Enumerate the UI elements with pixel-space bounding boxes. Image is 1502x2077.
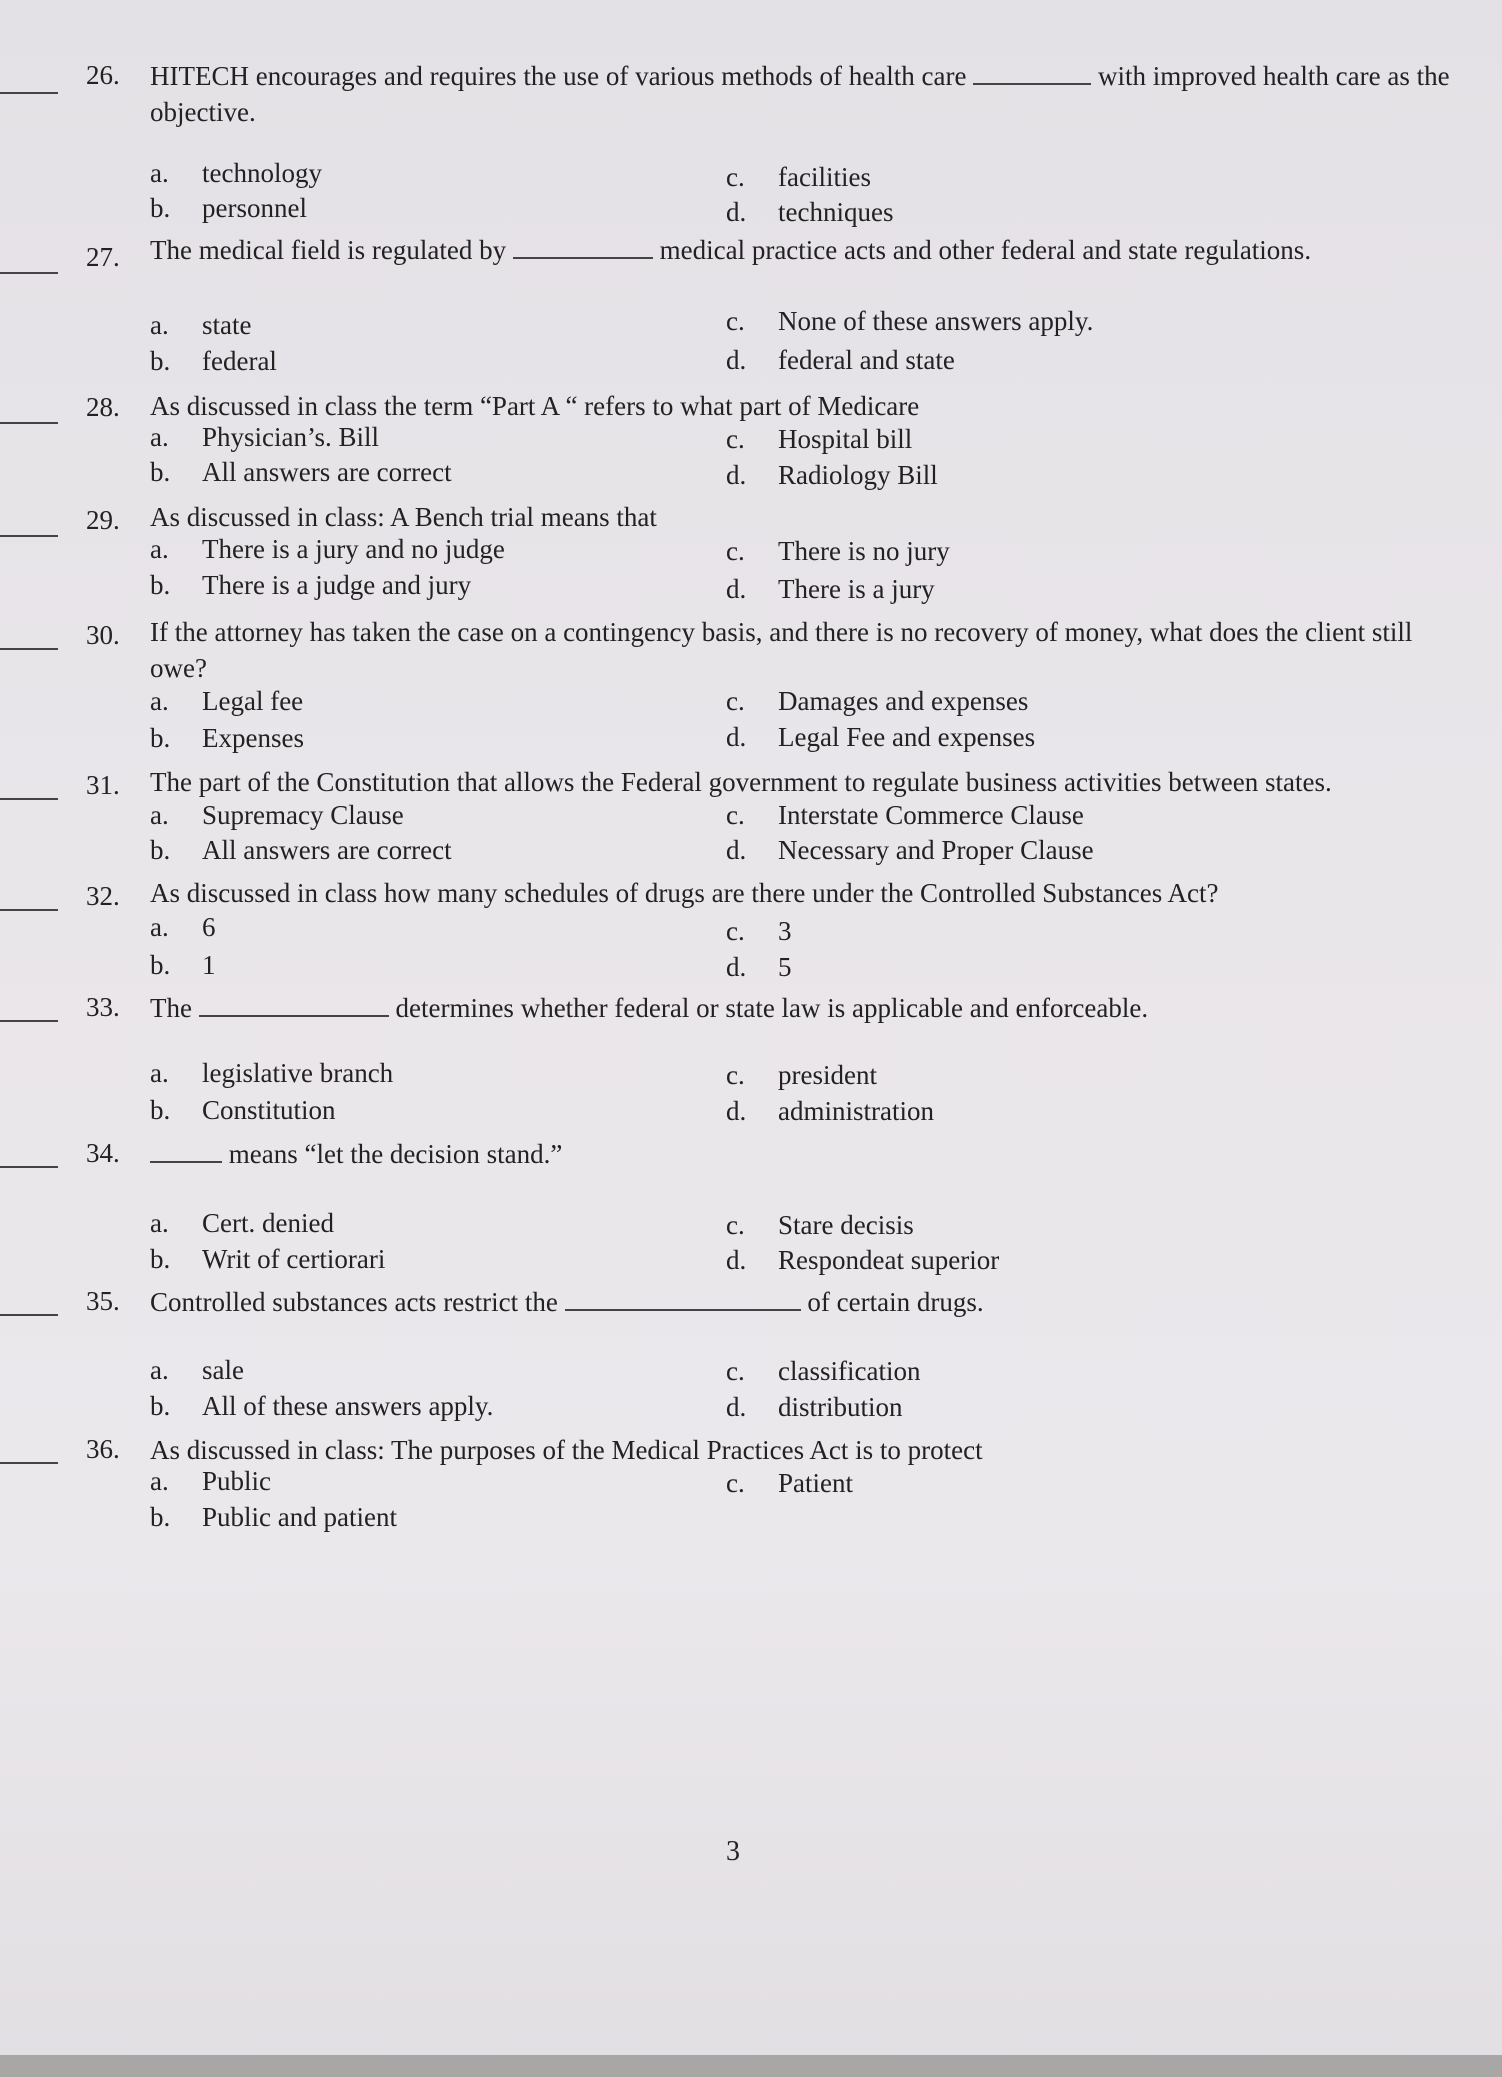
question-stem: As discussed in class: A Bench trial means that [150, 502, 657, 532]
option-b[interactable]: b. All of these answers apply. [150, 1391, 494, 1421]
answer-blank[interactable] [0, 798, 58, 800]
question-number: 35. [86, 1286, 120, 1316]
answer-blank[interactable] [0, 92, 58, 94]
page-number: 3 [726, 1836, 740, 1867]
option-d[interactable]: d. There is a jury [726, 574, 935, 604]
option-c[interactable]: c. Stare decisis [726, 1210, 914, 1240]
option-d[interactable]: d. administration [726, 1096, 934, 1126]
option-a[interactable]: a. Cert. denied [150, 1208, 334, 1238]
question-number: 26. [86, 60, 120, 90]
fill-in-blank [199, 993, 389, 1017]
question-stem: The determines whether federal or state law is applicable and enforceable. [150, 993, 1149, 1023]
fill-in-blank [973, 61, 1091, 85]
option-c[interactable]: c. 3 [726, 916, 792, 946]
answer-blank[interactable] [0, 1020, 58, 1022]
option-a[interactable]: a. sale [150, 1355, 244, 1385]
option-b[interactable]: b. All answers are correct [150, 457, 452, 487]
question-number: 32. [86, 881, 120, 911]
option-b[interactable]: b. There is a judge and jury [150, 570, 472, 600]
answer-blank[interactable] [0, 272, 58, 274]
answer-blank[interactable] [0, 648, 58, 650]
option-d[interactable]: d. Respondeat superior [726, 1245, 1000, 1275]
option-a[interactable]: a. state [150, 310, 252, 340]
option-d[interactable]: d. Legal Fee and expenses [726, 722, 1036, 752]
fill-in-blank [565, 1287, 801, 1311]
option-c[interactable]: c. Damages and expenses [726, 686, 1029, 716]
question-stem: means “let the decision stand.” [150, 1136, 1470, 1172]
option-b[interactable]: b. All answers are correct [150, 835, 452, 865]
question-stem: The part of the Constitution that allows the Federal government to regulate business activities between states. [150, 767, 1332, 797]
question-number: 28. [86, 392, 120, 422]
option-a[interactable]: a. technology [150, 158, 322, 188]
answer-blank[interactable] [0, 1462, 58, 1464]
option-a[interactable]: a. Physician’s. Bill [150, 422, 380, 452]
option-d[interactable]: d. techniques [726, 197, 894, 227]
question-number: 29. [86, 505, 120, 535]
question-stem: Controlled substances acts restrict the of certain drugs. [150, 1287, 984, 1317]
answer-blank[interactable] [0, 1166, 58, 1168]
option-c[interactable]: c. There is no jury [726, 536, 950, 566]
question-number: 31. [86, 770, 120, 800]
fill-in-blank [513, 235, 653, 259]
fill-in-blank [150, 1139, 222, 1163]
question-number: 34. [86, 1138, 120, 1168]
answer-blank[interactable] [0, 535, 58, 537]
option-b[interactable]: b. federal [150, 346, 277, 376]
option-b[interactable]: b. Expenses [150, 723, 304, 753]
option-b[interactable]: b. personnel [150, 193, 307, 223]
question-stem: As discussed in class the term “Part A “ refers to what part of Medicare [150, 391, 920, 421]
option-a[interactable]: a. Public [150, 1466, 272, 1496]
answer-blank[interactable] [0, 1314, 58, 1316]
option-b[interactable]: b. Public and patient [150, 1502, 397, 1532]
option-a[interactable]: a. Supremacy Clause [150, 800, 404, 830]
paper-edge [0, 2055, 1502, 2077]
option-d[interactable]: d. Radiology Bill [726, 460, 938, 490]
option-d[interactable]: d. Necessary and Proper Clause [726, 835, 1094, 865]
option-c[interactable]: c. Patient [726, 1468, 853, 1498]
option-d[interactable]: d. distribution [726, 1392, 903, 1422]
question-stem: If the attorney has taken the case on a contingency basis, and there is no recovery of money, what does the client still owe? [150, 617, 1413, 683]
option-d[interactable]: d. federal and state [726, 345, 955, 375]
option-b[interactable]: b. 1 [150, 950, 216, 980]
option-c[interactable]: c. Hospital bill [726, 424, 913, 454]
question-stem: The medical field is regulated by medical practice acts and other federal and state regulations. [150, 235, 1312, 265]
question-number: 33. [86, 992, 120, 1022]
option-b[interactable]: b. Constitution [150, 1095, 336, 1125]
option-a[interactable]: a. There is a jury and no judge [150, 534, 505, 564]
answer-blank[interactable] [0, 422, 58, 424]
question-stem: As discussed in class: The purposes of the Medical Practices Act is to protect [150, 1435, 983, 1465]
option-c[interactable]: c. facilities [726, 162, 871, 192]
question-stem: HITECH encourages and requires the use of various methods of health care with improved health care as the objective. [150, 61, 1450, 127]
question-number: 36. [86, 1434, 120, 1464]
question-number: 27. [86, 242, 120, 272]
question-number: 30. [86, 620, 120, 650]
option-b[interactable]: b. Writ of certiorari [150, 1244, 386, 1274]
answer-blank[interactable] [0, 909, 58, 911]
question-stem: As discussed in class how many schedules of drugs are there under the Controlled Substances Act? [150, 878, 1219, 908]
option-c[interactable]: c. president [726, 1060, 877, 1090]
option-c[interactable]: c. classification [726, 1356, 921, 1386]
option-c[interactable]: c. None of these answers apply. [726, 306, 1094, 336]
option-a[interactable]: a. legislative branch [150, 1058, 394, 1088]
option-c[interactable]: c. Interstate Commerce Clause [726, 800, 1084, 830]
option-d[interactable]: d. 5 [726, 952, 792, 982]
option-a[interactable]: a. 6 [150, 912, 216, 942]
option-a[interactable]: a. Legal fee [150, 686, 304, 716]
